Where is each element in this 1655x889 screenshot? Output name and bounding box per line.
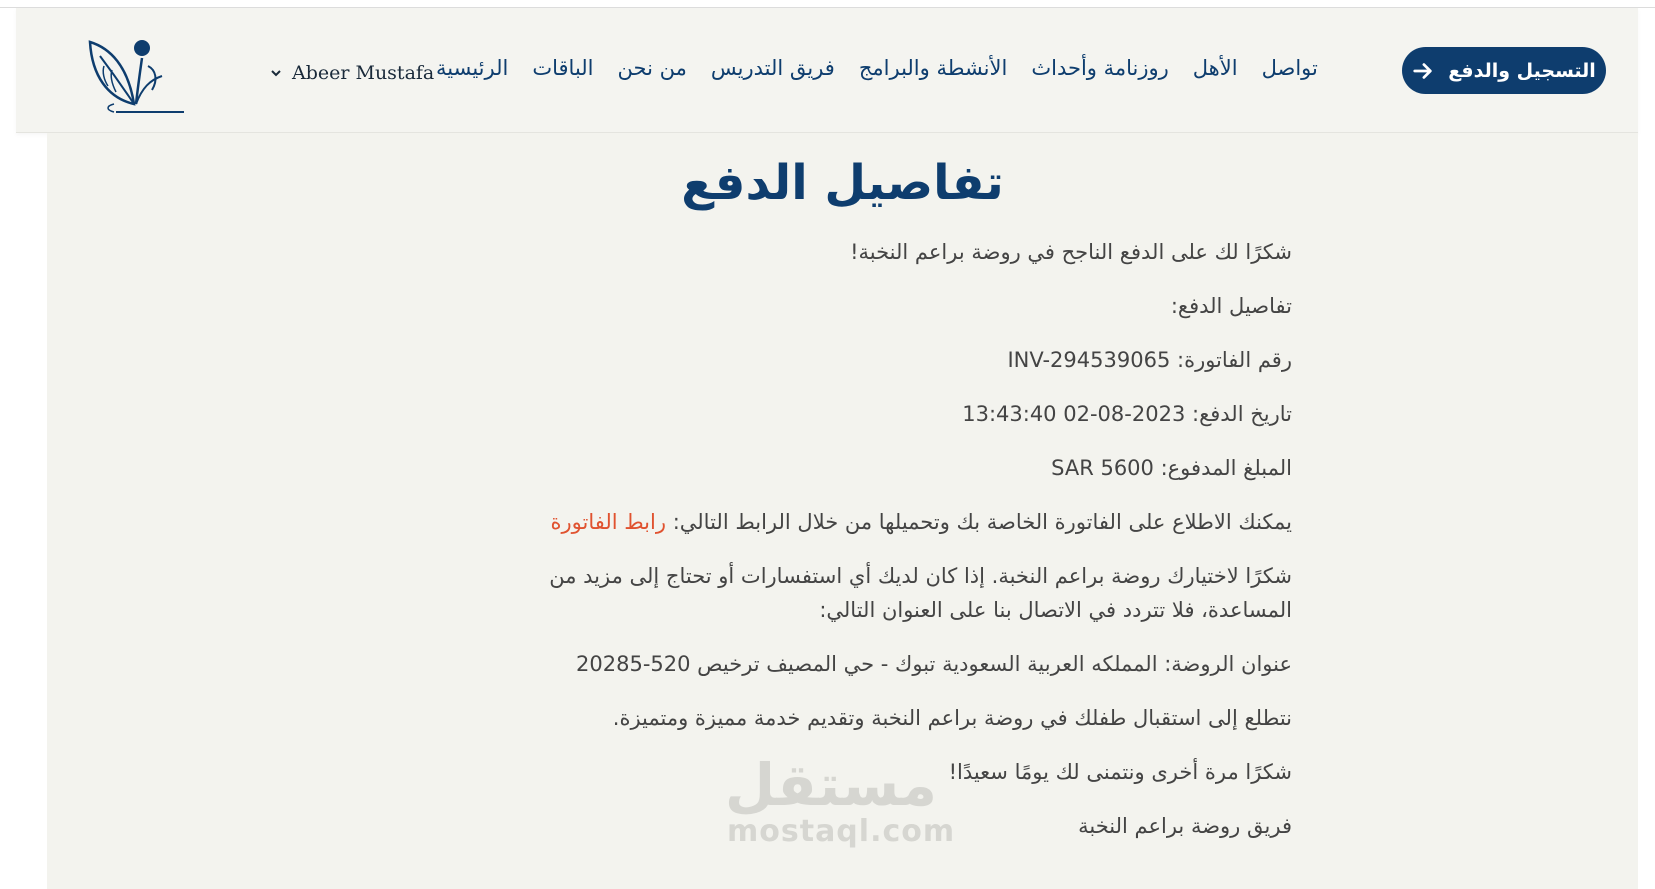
nav-about[interactable]: من نحن (617, 56, 687, 80)
watermark-arabic: مستقل (724, 751, 937, 819)
payment-date: تاريخ الدفع: 2023-08-02 13:43:40 (962, 402, 1292, 426)
site-logo[interactable] (86, 26, 196, 122)
closing-text: شكرًا مرة أخرى ونتمنى لك يومًا سعيدًا! (948, 760, 1292, 784)
kindergarten-address: عنوان الروضة: المملكه العربية السعودية تبوك - حي المصيف ترخيص 520-20285 (576, 652, 1292, 676)
chevron-down-icon (270, 67, 282, 79)
arrow-right-icon (1412, 60, 1434, 82)
site-header (16, 8, 1638, 133)
main-nav (436, 48, 1376, 88)
contact-note: شكرًا لاختيارك روضة براعم النخبة. إذا كان لديك أي استفسارات أو تحتاج إلى مزيد من المساعدة، فلا تتردد في الاتصال بنا على العنوان التالي: (549, 564, 1292, 622)
register-pay-label: التسجيل والدفع (1448, 59, 1596, 82)
page-title: تفاصيل الدفع (681, 155, 1004, 211)
leaf-logo-icon (86, 26, 196, 122)
left-margin (0, 8, 16, 889)
payment-details-section (47, 133, 1638, 889)
nav-home[interactable]: الرئيسية (436, 56, 509, 80)
watermark-latin: mostaql.com (727, 814, 956, 849)
payment-details-body (502, 235, 1292, 863)
top-border (0, 0, 1655, 8)
nav-teaching-team[interactable]: فريق التدريس (710, 56, 835, 80)
amount-paid: المبلغ المدفوع: SAR 5600 (1051, 456, 1292, 480)
details-heading: تفاصيل الدفع: (1170, 294, 1292, 318)
invoice-note-text: يمكنك الاطلاع على الفاتورة الخاصة بك وتحميلها من خلال الرابط التالي: (672, 510, 1292, 534)
right-margin (1638, 8, 1655, 889)
invoice-link[interactable]: رابط الفاتورة (550, 510, 667, 534)
nav-packages[interactable]: الباقات (532, 56, 594, 80)
invoice-note (502, 505, 1292, 539)
user-name: Abeer Mustafa (292, 62, 435, 84)
welcome-text: نتطلع إلى استقبال طفلك في روضة براعم النخبة وتقديم خدمة مميزة ومتميزة. (612, 706, 1292, 730)
nav-contact[interactable]: تواصل (1261, 56, 1318, 80)
nav-calendar[interactable]: روزنامة وأحداث (1031, 56, 1169, 80)
thanks-text: شكرًا لك على الدفع الناجح في روضة براعم النخبة! (850, 240, 1292, 264)
nav-activities[interactable]: الأنشطة والبرامج (858, 56, 1008, 80)
register-pay-button[interactable] (1402, 47, 1606, 94)
invoice-number: رقم الفاتورة: INV-294539065 (1007, 348, 1292, 372)
signature-text: فريق روضة براعم النخبة (1078, 814, 1292, 838)
user-menu[interactable] (270, 58, 434, 88)
nav-parents[interactable]: الأهل (1192, 56, 1238, 80)
